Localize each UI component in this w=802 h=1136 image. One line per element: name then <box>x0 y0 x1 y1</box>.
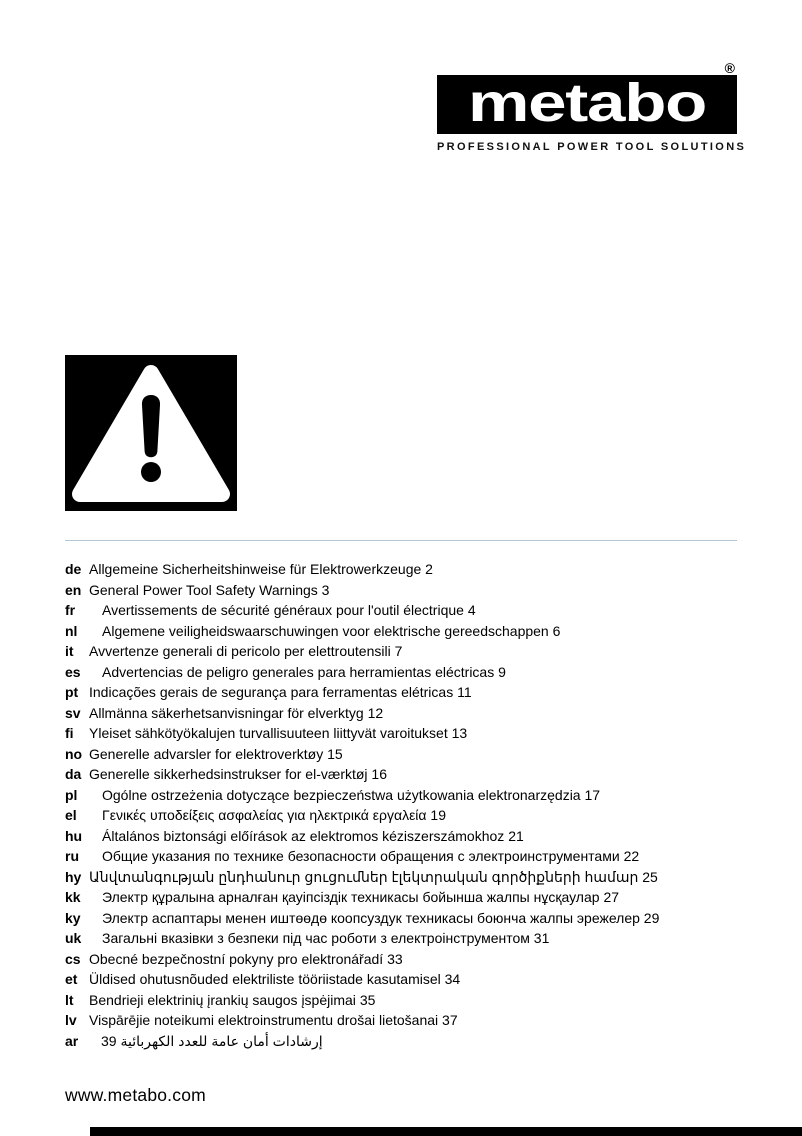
brand-tagline: PROFESSIONAL POWER TOOL SOLUTIONS <box>437 141 747 153</box>
entry-page-number: 13 <box>451 725 468 741</box>
language-code: nl <box>65 622 78 639</box>
entry-text <box>89 992 375 1008</box>
toc-entry <box>65 887 765 908</box>
language-contents-list <box>65 559 765 1051</box>
language-code: ar <box>65 1032 79 1049</box>
entry-page-number: 34 <box>444 971 461 987</box>
toc-entry <box>65 621 765 642</box>
language-code: pl <box>65 786 78 803</box>
entry-text <box>89 828 524 844</box>
entry-text <box>89 746 343 762</box>
entry-title: Allmänna säkerhetsanvisningar för elverktyg <box>89 704 364 721</box>
entry-title: Электр аспаптары менен иштөөдө коопсуздук техникасы боюнча жалпы эрежелер <box>102 909 640 926</box>
entry-title: Avertissements de sécurité généraux pour l'outil électrique <box>102 602 464 618</box>
toc-entry <box>65 990 765 1011</box>
toc-entry <box>65 1031 765 1052</box>
entry-text <box>89 971 460 987</box>
entry-text <box>89 787 600 803</box>
entry-title: Электр құралына арналған қауіпсіздік техникасы бойынша жалпы нұсқаулар <box>102 889 600 905</box>
toc-entry <box>65 805 765 826</box>
entry-page-number: 9 <box>498 663 506 680</box>
entry-page-number: 6 <box>552 622 561 639</box>
entry-text <box>89 602 476 618</box>
logo-text: metabo <box>467 75 707 133</box>
entry-title: Avvertenze generali di pericolo per elettroutensili <box>89 643 391 659</box>
entry-page-number: 11 <box>457 684 472 700</box>
entry-page-number: 33 <box>387 950 403 967</box>
toc-entry <box>65 764 765 785</box>
entry-text <box>89 623 560 639</box>
language-code: no <box>65 745 83 762</box>
toc-entry <box>65 662 765 683</box>
entry-title: Անվտանգության ընդհանուր ցուցումներ էլեկտրական գործիքների համար <box>89 868 639 885</box>
entry-title: General Power Tool Safety Warnings <box>89 581 318 598</box>
entry-page-number: 31 <box>533 930 550 946</box>
entry-title: Generelle advarsler for elektroverktøy <box>89 745 324 762</box>
entry-text <box>89 643 402 659</box>
entry-text <box>89 582 329 598</box>
entry-page-number: 29 <box>643 909 660 926</box>
entry-text <box>89 889 619 905</box>
entry-title: Загальні вказівки з безпеки під час роботи з електроінструментом <box>102 930 530 946</box>
entry-page-number: 15 <box>327 745 343 762</box>
language-code: lt <box>65 991 74 1008</box>
toc-entry <box>65 867 765 888</box>
entry-title: Algemene veiligheidswaarschuwingen voor elektrische gereedschappen <box>102 622 549 639</box>
language-code: hy <box>65 868 82 885</box>
entry-text <box>89 869 658 885</box>
entry-title: Üldised ohutusnõuded elektriliste tööriistade kasutamisel <box>89 971 441 987</box>
warning-triangle-icon <box>65 355 237 511</box>
entry-page-number: 21 <box>508 827 524 844</box>
language-code: el <box>65 807 77 823</box>
language-code: hu <box>65 827 83 844</box>
entry-page-number: 39 <box>101 1032 117 1049</box>
entry-text <box>101 1033 323 1049</box>
toc-entry <box>65 908 765 929</box>
entry-page-number: 4 <box>467 602 476 618</box>
language-code: kk <box>65 889 81 905</box>
bottom-print-bar <box>90 1127 802 1136</box>
language-code: da <box>65 766 82 782</box>
entry-text <box>89 725 467 741</box>
entry-page-number: 17 <box>584 786 601 803</box>
entry-page-number: 3 <box>321 581 330 598</box>
toc-entry <box>65 969 765 990</box>
entry-text <box>89 848 639 864</box>
toc-entry <box>65 1010 765 1031</box>
entry-text <box>89 951 403 967</box>
toc-entry <box>65 580 765 601</box>
entry-title: Общие указания по технике безопасности обращения с электроинструментами <box>102 848 620 864</box>
language-code: uk <box>65 930 82 946</box>
language-code: ru <box>65 848 79 864</box>
entry-text <box>89 910 659 926</box>
entry-page-number: 37 <box>442 1012 458 1028</box>
entry-title: Allgemeine Sicherheitshinweise für Elektrowerkzeuge <box>89 561 422 577</box>
toc-entry <box>65 826 765 847</box>
entry-text <box>89 1012 458 1028</box>
registered-trademark-icon: ® <box>724 60 735 76</box>
entry-text <box>89 684 472 700</box>
exclamation-stem <box>142 395 160 457</box>
language-code: sv <box>65 704 81 721</box>
entry-page-number: 25 <box>642 868 658 885</box>
entry-title: Bendrieji elektrinių įrankių saugos įspėjimai <box>89 991 356 1008</box>
toc-entry <box>65 846 765 867</box>
entry-page-number: 7 <box>394 643 403 659</box>
toc-entry <box>65 641 765 662</box>
entry-text <box>89 930 549 946</box>
language-code: it <box>65 643 74 659</box>
entry-text <box>89 705 383 721</box>
language-code: fr <box>65 602 76 618</box>
entry-title: Generelle sikkerhedsinstrukser for el-værktøj <box>89 766 368 782</box>
toc-entry <box>65 600 765 621</box>
entry-text <box>89 664 506 680</box>
entry-title: Vispārējie noteikumi elektroinstrumentu drošai lietošanai <box>89 1012 439 1028</box>
toc-entry <box>65 703 765 724</box>
entry-page-number: 35 <box>359 991 376 1008</box>
language-code: pt <box>65 684 79 700</box>
website-link[interactable]: www.metabo.com <box>65 1085 206 1105</box>
entry-title: Általános biztonsági előírások az elektromos kéziszerszámokhoz <box>102 827 505 844</box>
language-code: et <box>65 971 78 987</box>
toc-entry <box>65 744 765 765</box>
entry-title: Ogólne ostrzeżenia dotyczące bezpieczeństwa użytkowania elektronarzędzia <box>102 786 581 803</box>
language-code: de <box>65 561 82 577</box>
entry-page-number: 22 <box>623 848 640 864</box>
exclamation-dot <box>141 462 161 482</box>
entry-page-number: 27 <box>603 889 620 905</box>
entry-text <box>89 766 387 782</box>
entry-title: Indicações gerais de segurança para ferramentas elétricas <box>89 684 454 700</box>
toc-entry <box>65 949 765 970</box>
entry-text <box>89 807 446 823</box>
toc-entry <box>65 682 765 703</box>
toc-entry <box>65 785 765 806</box>
entry-page-number: 16 <box>371 766 387 782</box>
entry-page-number: 2 <box>425 561 433 577</box>
language-code: cs <box>65 950 81 967</box>
entry-page-number: 12 <box>367 704 384 721</box>
toc-entry <box>65 928 765 949</box>
entry-title: Yleiset sähkötyökalujen turvallisuuteen liittyvät varoitukset <box>89 725 448 741</box>
entry-title: Γενικές υποδείξεις ασφαλείας για ηλεκτρικά εργαλεία <box>102 807 427 823</box>
entry-title: Advertencias de peligro generales para herramientas eléctricas <box>102 663 495 680</box>
language-code: lv <box>65 1012 77 1028</box>
metabo-logo <box>437 60 747 153</box>
language-code: es <box>65 663 81 680</box>
separator-line <box>65 540 737 541</box>
entry-title: Obecné bezpečnostní pokyny pro elektronářadí <box>89 950 384 967</box>
entry-page-number: 19 <box>430 807 446 823</box>
entry-text <box>89 561 433 577</box>
language-code: ky <box>65 909 81 926</box>
toc-entry <box>65 723 765 744</box>
toc-entry <box>65 559 765 580</box>
metabo-wordmark-box <box>437 75 737 134</box>
entry-title: إرشادات أمان عامة للعدد الكهربائية <box>120 1032 323 1049</box>
language-code: fi <box>65 725 74 741</box>
language-code: en <box>65 581 82 598</box>
